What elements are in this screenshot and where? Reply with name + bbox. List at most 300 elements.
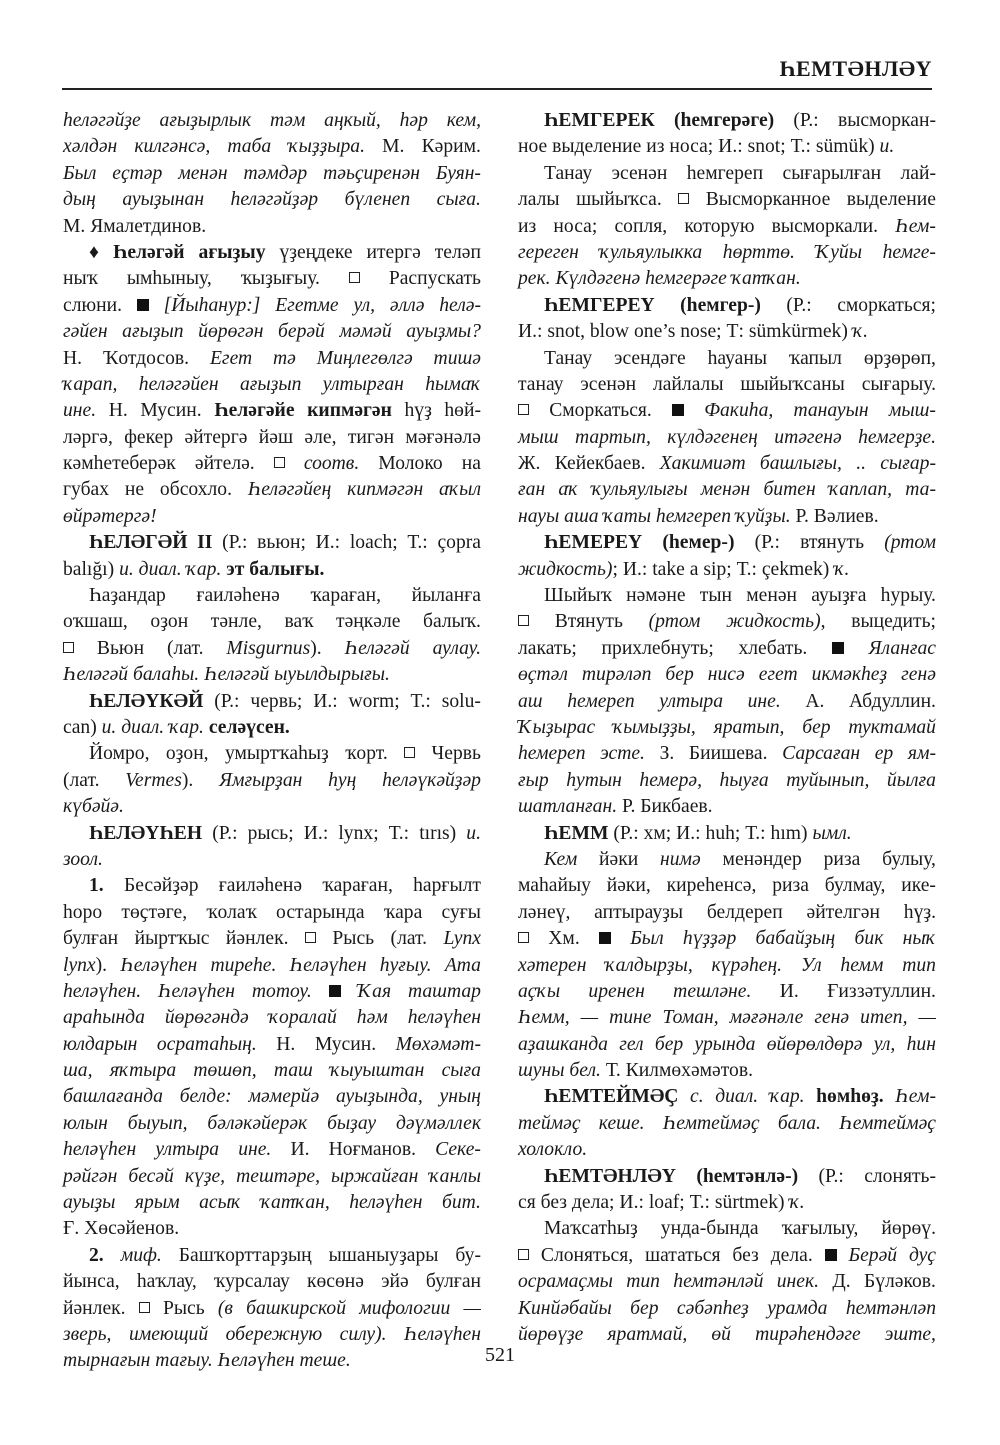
word: йөрөү.: [881, 1218, 936, 1240]
word: И.:: [676, 822, 701, 844]
word: ша,: [63, 1060, 93, 1082]
word: Йомро,: [89, 743, 150, 765]
word: Слоняться,: [540, 1244, 634, 1266]
text-line: [63, 1164, 481, 1190]
word: [Йыһанур:]: [163, 294, 261, 316]
word: sürtmek): [714, 1192, 785, 1214]
word: Һеләгәй: [204, 664, 270, 686]
word: жидкость),: [726, 611, 826, 633]
word: sümkürmek): [748, 321, 848, 343]
word: һеләүһен: [407, 1007, 481, 1029]
open-square-icon: [518, 615, 529, 626]
word: тырнағын: [63, 1350, 151, 1372]
word: тәнле,: [210, 611, 262, 633]
word: [63, 636, 74, 662]
word: (Р.:: [754, 532, 780, 554]
word: çopra: [437, 532, 481, 554]
word: Р.: [622, 796, 636, 818]
word: ултыра: [659, 690, 724, 712]
word: ҡар.: [769, 1086, 805, 1108]
word: йөрөүҙе: [518, 1323, 584, 1345]
text-line: [63, 979, 481, 1005]
word: ҡарап,: [63, 373, 118, 395]
word: үҙеңдеке: [279, 241, 353, 263]
word: фекер: [124, 426, 174, 448]
word: ҡалдырҙы,: [605, 954, 693, 976]
word: бүленеп: [344, 189, 411, 211]
word: соотв.: [303, 453, 360, 475]
text-line: [63, 794, 481, 820]
text-line: [63, 1032, 481, 1058]
word: һемге-: [882, 241, 936, 263]
word: Ул: [800, 954, 822, 976]
word: һуғыу.: [379, 954, 432, 976]
word: —: [918, 1007, 936, 1029]
word: ләнеү,: [518, 901, 571, 923]
word: без: [732, 1244, 759, 1266]
word: Кем: [544, 848, 578, 870]
word: и.: [119, 558, 134, 580]
text-line: [63, 346, 481, 372]
word: туктамай: [848, 716, 936, 738]
word: Мөхәмәт-: [395, 1033, 481, 1055]
word: (һемгерәге): [673, 110, 775, 131]
word: бел.: [569, 1060, 601, 1082]
word: йәки,: [606, 875, 651, 897]
word: Н.: [276, 1033, 296, 1055]
text-line: [518, 425, 936, 451]
word: һемгерәге: [645, 268, 727, 290]
word: Секе-: [435, 1139, 481, 1161]
text-line: [518, 346, 936, 372]
word: Ғ.: [63, 1218, 80, 1240]
word: аҡыл: [439, 479, 481, 501]
text-line: [518, 1243, 936, 1269]
word: йынса,: [63, 1271, 120, 1293]
word: кеше.: [598, 1112, 645, 1134]
word: бабайҙың: [755, 928, 836, 950]
word: мәғәнәле: [729, 1007, 804, 1029]
word: —: [463, 1297, 481, 1319]
word: Һеләүһен: [158, 980, 235, 1002]
word: ся: [518, 1192, 536, 1214]
word: Вәлиев.: [813, 505, 879, 527]
text-line: [63, 161, 481, 187]
word: Ҡая: [357, 980, 392, 1002]
word: Һеләүһен: [289, 954, 367, 976]
word: balığı): [63, 558, 115, 580]
word: ғаиләһенә: [218, 875, 303, 897]
word: уның: [439, 1086, 481, 1108]
word: ҺЕММ: [544, 822, 609, 844]
word: слюни.: [63, 294, 122, 316]
text-line: [518, 1084, 936, 1110]
word: Вьюн: [96, 637, 145, 659]
word: ҡолаҡ: [206, 901, 257, 923]
word: Был: [630, 928, 664, 950]
word: һауаны: [707, 347, 767, 369]
word: көсөнә: [306, 1271, 364, 1293]
word: йәнлек.: [63, 1297, 126, 1319]
word: мәғәнәлә: [405, 426, 481, 448]
text-line: [63, 266, 481, 292]
word: тәм: [269, 110, 306, 131]
word: хәлдән: [63, 136, 118, 158]
word: һемтәнләп: [845, 1297, 936, 1319]
word: сыға.: [436, 189, 481, 211]
word: Хакимиәт: [659, 453, 746, 475]
text-line: [518, 821, 936, 847]
text-line: [63, 108, 481, 134]
word: хәтерен: [518, 954, 587, 976]
word: һутын: [566, 769, 622, 791]
word: И.:: [619, 1192, 644, 1214]
text-line: [518, 873, 936, 899]
word: (һемгер-): [680, 294, 761, 316]
word: И.:: [622, 558, 648, 580]
word: рек.: [518, 268, 551, 290]
word: унда-бында: [660, 1218, 759, 1240]
word: һыуға: [719, 769, 769, 791]
word: Червь: [431, 743, 481, 765]
word: аш: [518, 690, 543, 712]
word: итеп,: [860, 1007, 908, 1029]
word: которую: [684, 215, 755, 237]
word: hım): [770, 822, 808, 844]
word: (Р.:: [786, 294, 812, 316]
word: —: [580, 1007, 599, 1029]
word: ныҡ: [902, 928, 936, 950]
word: [329, 979, 341, 1005]
word: диал.: [121, 716, 165, 738]
word: ныҡ: [63, 268, 98, 290]
word: 1.: [89, 875, 104, 897]
word: тине: [609, 1007, 652, 1029]
word: ҡыуыштан: [330, 1060, 425, 1082]
word: ул,: [873, 1033, 896, 1055]
word: ҡатҡан.: [731, 268, 801, 290]
word: Һемтеймәҫ: [662, 1112, 760, 1134]
word: эсенән: [580, 373, 637, 395]
text-line: [63, 451, 481, 477]
word: бесәй: [128, 1165, 174, 1187]
word: sip;: [703, 558, 732, 580]
word: һемереп: [567, 690, 635, 712]
word: обережную: [225, 1323, 323, 1345]
text-line: [518, 293, 936, 319]
word: аҡ: [558, 479, 579, 501]
text-line: [518, 161, 936, 187]
word: Һем-: [895, 1086, 936, 1108]
word: носа;: [669, 136, 714, 158]
text-line: [63, 1111, 481, 1137]
word: һемгереп: [686, 162, 764, 184]
word: Һеләгәйе: [214, 400, 295, 422]
word: сыға: [441, 1060, 481, 1082]
word: Lynx: [443, 928, 481, 950]
word: ҡульяулығы: [591, 479, 688, 501]
word: менән: [178, 162, 228, 184]
word: һүҙҙәр: [682, 928, 737, 950]
text-line: [518, 1032, 936, 1058]
word: кәмһетеберәк: [63, 453, 176, 475]
text-line: [518, 583, 936, 609]
word: күлдәгенең: [667, 426, 758, 448]
word: ине.: [238, 1139, 272, 1161]
word: төшөп,: [193, 1060, 257, 1082]
word: И.:: [303, 822, 329, 844]
word: ҡапыл: [788, 347, 842, 369]
word: сморкаться;: [837, 294, 936, 316]
word: һоро: [63, 901, 103, 923]
word: ҡульяулыкка: [599, 241, 703, 263]
word: Томан,: [662, 1007, 719, 1029]
word: һөй-: [444, 400, 481, 422]
word: диал.: [715, 1086, 759, 1108]
word: (һемер-): [662, 532, 735, 554]
text-line: [518, 1058, 936, 1084]
word: ҡар.: [169, 716, 204, 738]
word: solu-: [441, 690, 481, 712]
word: һәм: [356, 1007, 388, 1029]
word: йәнлек.: [225, 928, 289, 950]
word: аңкый,: [324, 110, 381, 131]
word: ҡурсалау: [213, 1271, 290, 1293]
word: өй: [711, 1323, 731, 1345]
word: snot;: [747, 136, 786, 158]
text-line: [63, 187, 481, 213]
word: А.: [805, 690, 825, 712]
word: диал.: [138, 558, 182, 580]
word: эсендәге: [614, 347, 686, 369]
word: тешләне.: [673, 980, 752, 1002]
text-line: [63, 530, 481, 556]
word: булмау,: [824, 875, 886, 897]
word: булған: [425, 1271, 481, 1293]
word: һеләгәйҙәр: [230, 189, 319, 211]
word: бер: [665, 664, 694, 686]
text-line: [518, 240, 936, 266]
word: сопля,: [614, 215, 668, 237]
word: Мусин.: [140, 400, 202, 422]
word: nose;: [680, 321, 722, 343]
word: һүҙ: [404, 400, 432, 422]
text-line: [518, 1137, 936, 1163]
text-line: [63, 847, 481, 873]
text-line: [518, 319, 936, 345]
word: take: [652, 558, 685, 580]
text-line: [63, 900, 481, 926]
text-line: [63, 1296, 481, 1322]
word: ауыҙмы?: [406, 321, 481, 343]
word: Егетме: [275, 294, 339, 316]
word: ҺЕЛӘҮКӘЙ: [89, 690, 204, 712]
word: sümük): [815, 136, 875, 158]
word: сығарыу.: [861, 373, 936, 395]
word: шыйыҡсаны: [740, 373, 845, 395]
word: һемереп: [518, 743, 586, 765]
word: таштар: [407, 980, 481, 1002]
word: күҙе,: [184, 1165, 226, 1187]
word: lynx;: [338, 822, 379, 844]
text-line: [518, 926, 936, 952]
text-line: [518, 214, 936, 240]
word: рәйгән: [63, 1165, 118, 1187]
word: эт: [226, 558, 245, 580]
word: ҡатҡан,: [260, 1192, 330, 1214]
word: без: [540, 1192, 568, 1214]
text-line: [518, 1164, 936, 1190]
word: ағыҙыу: [198, 241, 266, 263]
word: күрәһең.: [711, 954, 783, 976]
word: ләргә,: [63, 426, 113, 448]
word: нәмәне: [626, 585, 686, 607]
word: менән: [746, 585, 798, 607]
word: ҺЕЛӘГӘЙ: [89, 532, 188, 554]
word: та-: [905, 479, 936, 501]
word: ҡуйҙы.: [735, 505, 791, 527]
word: Р.: [795, 505, 809, 527]
word: һөмһөҙ.: [816, 1086, 884, 1108]
word: һемгереп: [655, 505, 732, 527]
word: йыртҡыс: [134, 928, 210, 950]
word: төҫтәге,: [121, 901, 188, 923]
word: лакать;: [518, 637, 577, 659]
word: быҙау: [327, 1112, 377, 1134]
word: ағыҙып: [122, 321, 184, 343]
word: (ртом: [648, 611, 701, 633]
word: егет: [758, 664, 798, 686]
word: миф.: [120, 1244, 162, 1266]
word: һемерә,: [639, 769, 702, 791]
text-line: [518, 741, 936, 767]
word: ҺЕМГЕРЕҮ: [544, 294, 655, 316]
word: һемм: [840, 954, 884, 976]
text-line: [63, 873, 481, 899]
word: ҡараған,: [322, 875, 393, 897]
open-square-icon: [274, 457, 285, 468]
word: Маҡсатһыҙ: [544, 1218, 638, 1240]
word: һеләүһен: [63, 1139, 137, 1161]
word: [672, 398, 684, 424]
word: Рысь: [332, 928, 375, 950]
open-square-icon: [139, 1302, 150, 1313]
word: tırıs): [419, 822, 457, 844]
word: Распускать: [388, 268, 481, 290]
word: өрҙөрөп,: [863, 347, 936, 369]
word: шататься: [645, 1244, 721, 1266]
word: (в: [217, 1297, 233, 1319]
word: оҡшаш,: [63, 611, 128, 633]
word: тартып,: [575, 426, 651, 448]
word: ҡ.: [852, 321, 869, 343]
text-line: [518, 847, 936, 873]
word: имеющий: [128, 1323, 209, 1345]
word: килгәнсә,: [134, 136, 211, 158]
word: обсохло.: [159, 479, 232, 501]
text-line: [518, 1005, 936, 1031]
word: Танау: [544, 162, 593, 184]
word: [274, 451, 285, 477]
word: ҡорт.: [345, 743, 388, 765]
word: бу-: [455, 1244, 481, 1266]
word: сығарылған: [782, 162, 882, 184]
text-line: [63, 1084, 481, 1110]
word: менәндер: [722, 848, 802, 870]
text-line: [518, 451, 936, 477]
word: дела;: [571, 1192, 615, 1214]
word: ҡағылыу,: [781, 1218, 859, 1240]
word: Танау: [544, 347, 593, 369]
word: Сарсаған: [782, 743, 861, 765]
word: остарында: [276, 901, 365, 923]
word: Башҡорттарҙың: [178, 1244, 312, 1266]
word: тигән: [347, 426, 395, 448]
word: Был: [63, 162, 97, 184]
word: таба: [227, 136, 272, 158]
word: риза: [772, 875, 809, 897]
word: ауыҙында,: [335, 1086, 423, 1108]
word: һемтәнләй: [673, 1271, 764, 1293]
word: умыртҡаһыҙ: [224, 743, 329, 765]
word: инек.: [776, 1271, 820, 1293]
word: Һеләгәй: [112, 241, 185, 263]
text-line: [518, 557, 936, 583]
word: И.: [290, 1139, 310, 1161]
word: Втянуть: [554, 611, 623, 633]
text-line: [518, 636, 936, 662]
word: шуны: [518, 1060, 565, 1082]
word: Ҡуйы: [815, 241, 862, 263]
word: ям-: [907, 743, 936, 765]
word: балаһы.: [133, 664, 200, 686]
word: әйтелә.: [194, 453, 255, 475]
word: лалы: [518, 189, 560, 211]
text-line: [63, 1058, 481, 1084]
word: әйтелгән: [806, 901, 880, 923]
word: әллә: [389, 294, 425, 316]
word: [139, 1296, 150, 1322]
word: [678, 187, 689, 213]
word: И.: [779, 980, 799, 1002]
word: шатланған.: [518, 796, 618, 818]
word: гел: [619, 1033, 644, 1055]
word: һеләгәйен: [138, 373, 219, 395]
word: втянуть: [800, 532, 865, 554]
word: башкирской: [246, 1297, 347, 1319]
word: зоол.: [63, 848, 103, 870]
word: a: [689, 558, 699, 580]
text-line: [63, 1216, 481, 1242]
word: мыш: [518, 426, 559, 448]
word: силу).: [339, 1323, 387, 1345]
text-line: [518, 979, 936, 1005]
word: ярым: [134, 1192, 180, 1214]
word: кипмәгән: [347, 479, 424, 501]
word: и.: [101, 716, 117, 738]
text-line: [63, 689, 481, 715]
word: Һеләүһен: [404, 1323, 481, 1345]
word: яратып,: [713, 716, 785, 738]
word: Т.: [605, 1060, 621, 1082]
word: белде:: [179, 1086, 232, 1108]
word: ағыҙырлык: [159, 110, 252, 131]
word: [599, 926, 611, 952]
text-line: [63, 1190, 481, 1216]
word: ине.: [63, 400, 97, 422]
word: ер: [874, 743, 894, 765]
word: Хөсәйенов.: [84, 1218, 180, 1240]
